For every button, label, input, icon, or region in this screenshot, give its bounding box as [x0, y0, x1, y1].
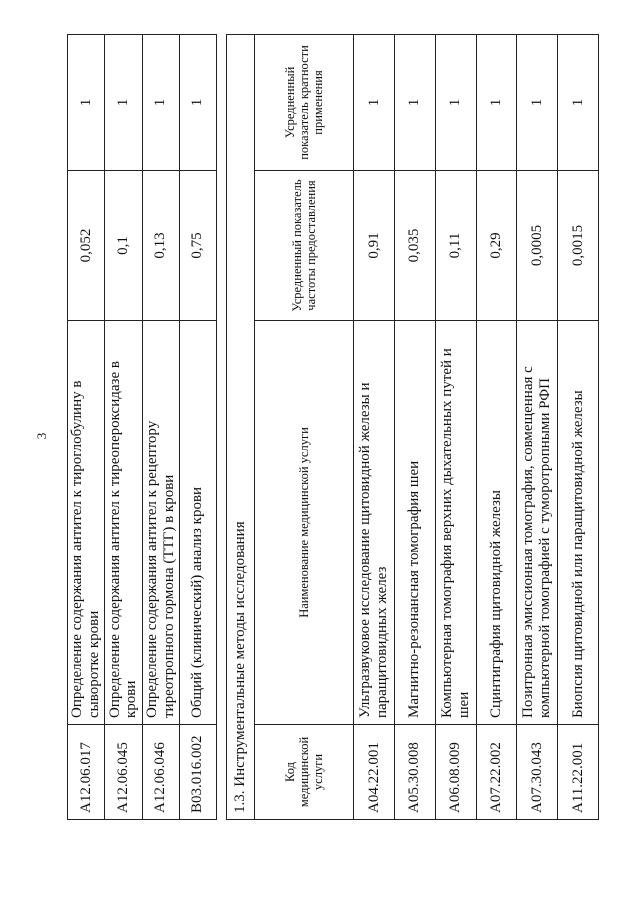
frequency-value: 0,11: [435, 171, 476, 321]
service-name: Определение содержания антител к тироглобулину в сыворотке крови: [68, 321, 105, 725]
table-row: [142, 35, 179, 820]
multiplicity-value: 1: [142, 35, 179, 171]
frequency-value: 0,0015: [558, 171, 599, 321]
section-title: 1.3. Инструментальные методы исследования: [227, 34, 255, 819]
frequency-value: 0,0005: [517, 171, 558, 321]
header-row: [254, 34, 353, 819]
instrumental-methods-table: [226, 34, 599, 820]
service-name: Магнитно-резонансная томография шеи: [394, 321, 435, 725]
top-table: [67, 34, 217, 820]
header-name: Наименование медицинской услуги: [254, 321, 353, 725]
table-row: [105, 35, 142, 820]
service-code: A06.08.009: [435, 725, 476, 820]
table-row: [476, 34, 517, 819]
service-name: Биопсия щитовидной или паращитовидной железы: [558, 321, 599, 725]
multiplicity-value: 1: [105, 35, 142, 171]
multiplicity-value: 1: [517, 34, 558, 170]
frequency-value: 0,1: [105, 171, 142, 321]
table-row: [394, 34, 435, 819]
multiplicity-value: 1: [394, 34, 435, 170]
section-table-wrapper: [226, 0, 640, 820]
service-code: A04.22.001: [354, 725, 395, 820]
service-name: Ультразвуковое исследование щитовидной железы и паращитовидных желез: [354, 321, 395, 725]
service-name: Определение содержания антител к тиреопероксидазе в крови: [105, 321, 142, 725]
header-frequency: Усредненный показатель частоты предоставления: [254, 171, 353, 321]
service-code: A12.06.045: [105, 725, 142, 820]
service-name: Позитронная эмиссионная томография, совмещенная с компьютерной томографией с туморотропными РФП: [517, 321, 558, 725]
multiplicity-value: 1: [179, 35, 216, 171]
service-code: A05.30.008: [394, 725, 435, 820]
frequency-value: 0,052: [68, 171, 105, 321]
frequency-value: 0,91: [354, 171, 395, 321]
table-row: [354, 34, 395, 819]
table-row: [435, 34, 476, 819]
service-code: A07.30.043: [517, 725, 558, 820]
service-code: A12.06.017: [68, 725, 105, 820]
table-row: [558, 34, 599, 819]
table-row: [179, 35, 216, 820]
service-name: Определение содержания антител к рецептору тиреотропного гормона (ТТГ) в крови: [142, 321, 179, 725]
table-row: [517, 34, 558, 819]
multiplicity-value: 1: [68, 35, 105, 171]
service-code: A11.22.001: [558, 725, 599, 820]
frequency-value: 0,29: [476, 171, 517, 321]
frequency-value: 0,13: [142, 171, 179, 321]
multiplicity-value: 1: [476, 34, 517, 170]
service-code: A07.22.002: [476, 725, 517, 820]
service-name: Компьютерная томография верхних дыхательных путей и шеи: [435, 321, 476, 725]
service-name: Общий (клинический) анализ крови: [179, 321, 216, 725]
service-code: B03.016.002: [179, 725, 216, 820]
multiplicity-value: 1: [354, 34, 395, 170]
page-number: 3: [34, 432, 49, 440]
section-title-row: [227, 34, 255, 819]
frequency-value: 0,035: [394, 171, 435, 321]
service-code: A12.06.046: [142, 725, 179, 820]
frequency-value: 0,75: [179, 171, 216, 321]
header-multiplicity: Усредненный показатель кратности применения: [254, 34, 353, 170]
service-name: Сцинтиграфия щитовидной железы: [476, 321, 517, 725]
table-row: [68, 35, 105, 820]
multiplicity-value: 1: [435, 34, 476, 170]
header-code: Код медицинской услуги: [254, 725, 353, 820]
multiplicity-value: 1: [558, 34, 599, 170]
